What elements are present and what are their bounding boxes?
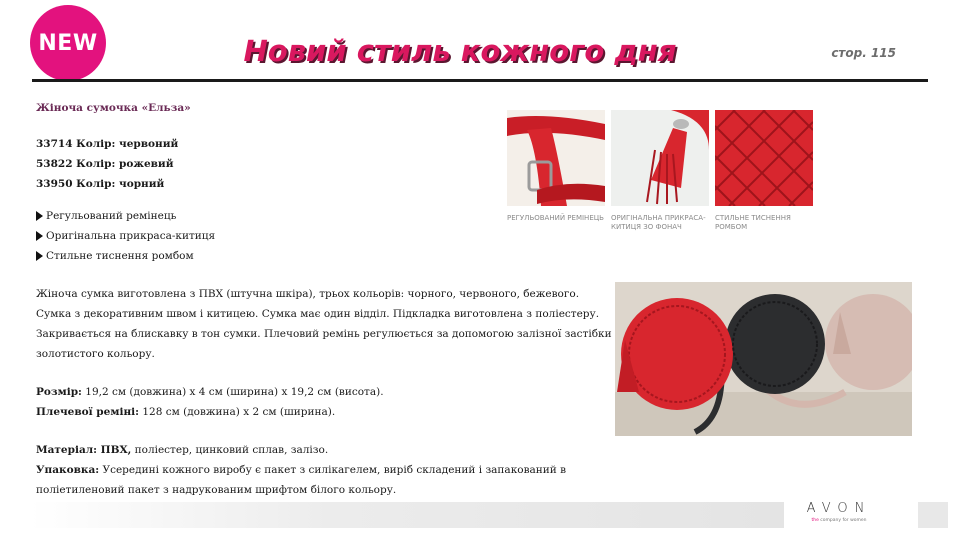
tassel-photo [611, 110, 709, 206]
thumbnail-caption: РЕГУЛЬОВАНИЙ РЕМІНЕЦЬ [507, 214, 604, 222]
feature-item [36, 226, 616, 246]
packaging-label: Упаковка: [36, 464, 100, 476]
page-reference: стор. 115 [831, 46, 896, 60]
bags-photo [615, 282, 912, 436]
strap-value: 128 см (довжина) х 2 см (ширина). [139, 406, 336, 418]
feature-text: Стильне тиснення ромбом [46, 250, 194, 262]
thumbnail-caption: СТИЛЬНЕ ТИСНЕННЯ РОМБОМ [715, 214, 791, 231]
strap-label: Плечевої реміні: [36, 406, 139, 418]
footer-bar [30, 502, 784, 528]
description-line: Жіноча сумка виготовлена з ПВХ (штучна шкіра), трьох кольорів: чорного, червоного, бежевого. [36, 288, 580, 300]
size-specs [36, 382, 616, 422]
feature-text: Регульований ремінець [46, 210, 177, 222]
feature-text: Оригінальна прикраса-китиця [46, 230, 216, 242]
size-value: 19,2 см (довжина) х 4 см (ширина) х 19,2 см (висота). [81, 386, 384, 398]
feature-item [36, 246, 616, 266]
packaging-spec [36, 460, 616, 480]
color-code-line: 53822 Колір: рожевий [36, 158, 174, 170]
size-spec [36, 382, 616, 402]
material-value: поліестер, цинковий сплав, залізо. [131, 444, 329, 456]
description-line: золотистого кольору. [36, 348, 155, 360]
brand-tagline: the company for women [811, 518, 867, 523]
arrow-bullet-icon [36, 211, 43, 221]
packaging-value: Усередині кожного виробу є пакет з силікагелем, виріб складений і запакований в [99, 464, 566, 476]
material-spec [36, 440, 616, 460]
product-description [36, 284, 616, 364]
packaging-spec-cont: поліетиленовий пакет з надрукованим шрифтом білого кольору. [36, 484, 397, 496]
new-badge: NEW [30, 5, 106, 81]
product-subtitle: Жіноча сумочка «Ельза» [36, 102, 191, 114]
description-line: Закривається на блискавку в тон сумки. Плечовий ремінь регулюється за допомогою залізної застібки [36, 328, 612, 340]
size-label: Розмір: [36, 386, 82, 398]
arrow-bullet-icon [36, 251, 43, 261]
brand-name: AVON [806, 501, 872, 516]
footer-bar-end [918, 502, 948, 528]
arrow-bullet-icon [36, 231, 43, 241]
strap-spec [36, 402, 616, 422]
color-code-line: 33714 Колір: червоний [36, 138, 179, 150]
avon-logo [794, 501, 884, 523]
material-label: Матеріал: ПВХ, [36, 444, 132, 456]
header-divider [32, 79, 928, 82]
page-title: Новий стиль кожного дня [243, 34, 677, 68]
adjustable-strap-photo [507, 110, 605, 206]
thumbnail-caption: ОРИГІНАЛЬНА ПРИКРАСА-КИТИЦЯ ЗО ФОНАЧ [611, 214, 706, 231]
color-code-line: 33950 Колір: чорний [36, 178, 165, 190]
description-line: Сумка з декоративним швом і китицею. Сумка має один відділ. Підкладка виготовлена з поліестеру. [36, 308, 600, 320]
quilted-pattern-photo [715, 110, 813, 206]
